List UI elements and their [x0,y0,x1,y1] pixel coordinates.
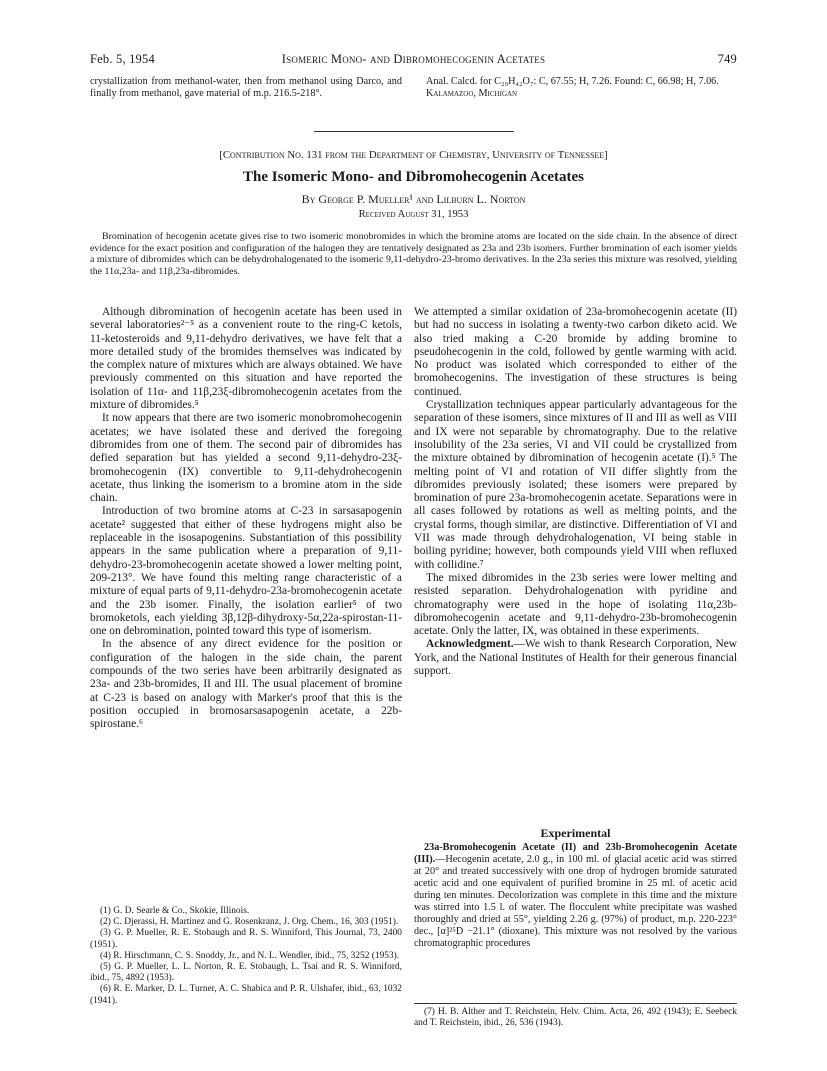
prev-article-right [414,76,737,101]
header-date: Feb. 5, 1954 [90,52,155,66]
separator-rule [314,131,514,132]
footnote-5: (5) G. P. Mueller, L. L. Norton, R. E. Stobaugh, L. Tsai and R. S. Winniford, ibid., 75, 4892 (1953). [90,962,402,984]
abstract-text: Bromination of hecogenin acetate gives rise to two isomeric monobromides in which the bromine atoms are located on the side chain. In the absence of direct evidence for the exact position and configuration of the halogen they are tentatively designated as 23a and 23b isomers. Further bromination of each isomer yields a mixture of dibromides which can be dehydrohalogenated to the isomeric 9,11-dehydro-23-bromo derivatives. In the 23a series this mixture was resolved, yielding the 11α,23a- and 11β,23a-dibromides. [90,231,737,278]
prev-article-text [90,76,402,101]
prev-article-anal: Anal. Calcd. for C₂₉H₄₂O₇: C, 67.55; H, 7.26. Found: C, 66.98; H, 7.06. [426,76,719,87]
received-date: Received August 31, 1953 [358,209,469,220]
footnote-6: (6) R. E. Marker, D. L. Turner, A. C. Shabica and P. R. Ulshafer, ibid., 63, 1032 (1941). [90,984,402,1006]
abstract [90,231,737,278]
acknowledgment [414,638,737,678]
acknowledgment-text: —We wish to thank Research Corporation, New York, and the National Institutes of Health for their generous financial support. [414,638,737,678]
running-title: Isomeric Mono- and Dibromohecogenin Acetates [281,52,546,66]
footnote-7: (7) H. B. Alther and T. Reichstein, Helv. Chim. Acta, 26, 492 (1943); E. Seebeck and T. Reichstein, ibid., 26, 536 (1943). [414,1007,737,1029]
experimental-text: —Hecogenin acetate, 2.0 g., in 100 ml. of glacial acetic acid was stirred at 20° and treated successively with one drop of hydrogen bromide saturated acetic acid and one equivalent of purified bromine in 25 ml. of acetic acid during ten minutes. Decolorization was complete in this time and the mixture was stirred into 1.5 l. of water. The flocculent white precipitate was washed thoroughly and dried at 55°, yielding 2.26 g. (97%) of product, m.p. 220-223° dec., [α]²⁵D −21.1° (dioxane). This mixture was not resolved by the various chromatographic procedures [414,854,737,949]
article-authors: By George P. Mueller¹ and Lilburn L. Norton [301,192,526,206]
experimental-paragraph [414,842,737,950]
footnote-1: (1) G. D. Searle & Co., Skokie, Illinois. [100,906,250,916]
contribution-line: [Contribution No. 131 from the Department of Chemistry, University of Tennessee] [219,149,608,161]
left-paragraph-3: Introduction of two bromine atoms at C-23 in sarsasapogenin acetate² suggested that either of these hydrogens might also be replaceable in the isosapogenins. Substantiation of this possibility appears in the same publication where a preparation of 9,11-dehydro-23-bromohecogenin acetate showed a lower melting point, 209-213°. We have found this melting range characteristic of a mixture of equal parts of 9,11-dehydro-23a-bromohecogenin acetate and the 23b isomer. Finally, the isolation earlier⁵ of two bromoketols, each yielding 3β,12β-dihydroxy-5α,22a-spirostan-11-one on debromination, pointed toward this type of isomerism. [90,505,402,638]
right-paragraph-2: Crystallization techniques appear particularly advantageous for the separation of these isomers, since mixtures of II and III as well as VIII and IX were not separable by chromatography. Due to the relative insolubility of the 23a series, VI and VII could be crystallized from the mixture obtained by dibromination of hecogenin acetate (I).⁵ The melting point of VI and rotation of VII differ slightly from the dibromides previously isolated; these isomers were prepared by bromination of pure 23a-bromohecogenin acetate. Separations were in all cases followed by rotations as well as melting points, and the crystal forms, though similar, are distinctive. Differentiation of VI and VII was made through dehydrohalogenation, VI being stable in boiling pyridine; however, both compounds yield VIII when refluxed with collidine.⁷ [414,399,737,571]
footnote-4: (4) R. Hirschmann, C. S. Snoddy, Jr., and N. L. Wendler, ibid., 75, 3252 (1953). [100,950,400,961]
right-footnotes [414,1007,737,1029]
left-paragraph-2: It now appears that there are two isomeric monobromohecogenin acetates; we have isolated these and derived the foregoing dibromides from one of them. The second pair of dibromides has defied separation but has yielded a second 9,11-dehydro-23ξ-bromohecogenin (IX) convertible to 9,11-dehydrohecogenin acetate, thus linking the isomerism to a bromine atom in the side chain. [90,412,402,505]
acknowledgment-heading: Acknowledgment. [426,638,514,651]
left-paragraph-4: In the absence of any direct evidence for the position or configuration of the halogen in the side chain, the parent compounds of the two series have been arbitrarily designated as 23a- and 23b-bromides, II and III. The usual placement of bromine at C-23 is based on analogy with Marker's proof that this is the position occupied in bromosarsasapogenin acetate, a 22b-spirostane.⁶ [90,638,402,731]
experimental-section [414,842,737,950]
experimental-heading: Experimental [540,826,611,840]
right-paragraph-3: The mixed dibromides in the 23b series were lower melting and resisted separation. Dehydrohalogenation with pyridine and chromatography were used in the hope of isolating 11α,23b-dibromohecogenin acetate and 9,11-dehydro-23b-bromohecogenin acetate. Only the latter, IX, was obtained in these experiments. [414,571,737,638]
page-number: 749 [717,52,737,66]
footnote-3: (3) G. P. Mueller, R. E. Stobaugh and R. S. Winniford, This Journal, 73, 2400 (1951). [90,928,402,950]
experimental-subheading: 23a-Bromohecogenin Acetate (II) and 23b-Bromohecogenin Acetate (III). [414,842,737,865]
prev-article-left: crystallization from methanol-water, then from methanol using Darco, and finally from methanol, gave material of m.p. 216.5-218°. [90,76,402,100]
footnote-rule [414,1003,737,1004]
left-footnotes [90,906,402,1007]
right-column [414,306,737,678]
left-column [90,306,402,732]
article-title: The Isomeric Mono- and Dibromohecogenin Acetates [243,169,584,185]
right-paragraph-1: We attempted a similar oxidation of 23a-bromohecogenin acetate (II) but had no success in isolating a twenty-two carbon diketo acid. We also tried making a C-20 bromide by adding bromine to pseudohecogenin in the cold, followed by gentle warming with acid. No product was isolated which corresponded to either of the bromohecogenins. The investigation of these structures is being continued. [414,306,737,398]
left-paragraph-1: Although dibromination of hecogenin acetate has been used in several laboratories²⁻⁵ as a convenient route to the ring-C ketols, 11-ketosteroids and 9,11-dehydro derivatives, we have felt that a more detailed study of the bromides themselves was indicated by the complex nature of mixtures which are always obtained. We have previously commented on this situation and have reported the isolation of 11α- and 11β,23ξ-dibromohecogenin acetates from the mixture of dibromides.⁵ [90,306,402,412]
footnote-2: (2) C. Djerassi, H. Martinez and G. Rosenkranz, J. Org. Chem., 16, 303 (1951). [100,917,399,928]
prev-article-location: Kalamazoo, Michigan [426,88,518,100]
